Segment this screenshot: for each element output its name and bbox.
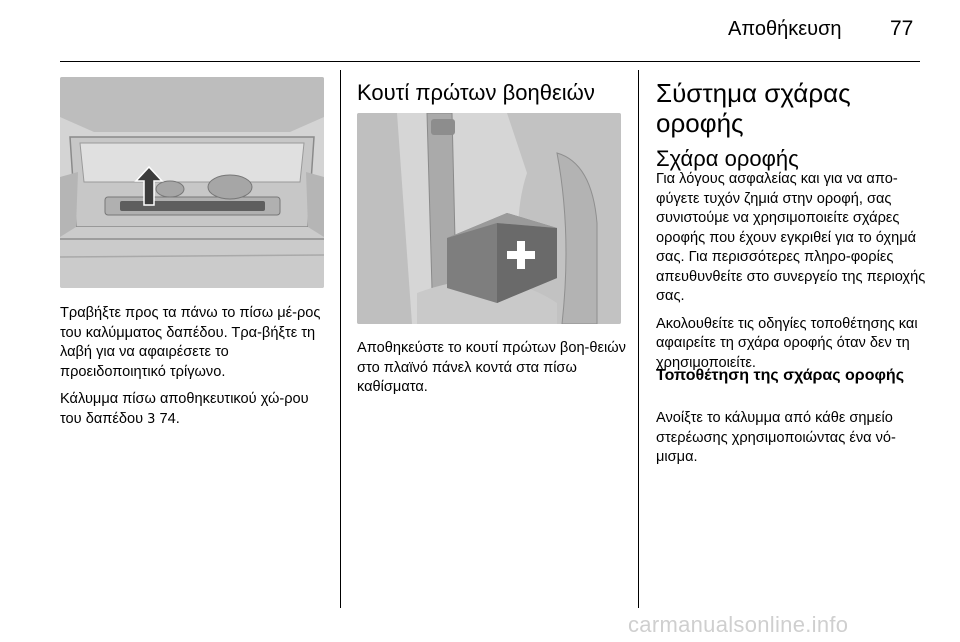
floor-cover-reference <box>60 390 330 429</box>
roof-rack-subheading: Σχάρα οροφής <box>656 146 799 171</box>
trunk-illustration <box>60 77 324 288</box>
first-aid-instructions: Αποθηκεύστε το κουτί πρώτων βοη-θειών στο πλαϊνό πάνελ κοντά στα πίσω καθίσματα. <box>357 340 626 395</box>
watermark: carmanualsonline.info <box>628 612 849 637</box>
first-aid-illustration <box>357 113 621 324</box>
page-number: 77 <box>890 17 914 40</box>
roof-rack-mounting-heading: Τοποθέτηση της σχάρας οροφής <box>656 367 905 384</box>
header-rule <box>60 61 920 62</box>
first-aid-figure <box>357 113 621 324</box>
roof-rack-safety-text: Για λόγους ασφαλείας και για να απο-φύγετε τυχόν ζημιά στην οροφή, σας συνιστούμε να χρησιμοποιείτε σχάρες οροφής που έχουν εγκριθεί για το όχημά σας. Για περισσότερες πληρο-φορίες απευθυνθείτε στο συνεργείο της περιοχής σας. <box>656 171 926 304</box>
page-reference-icon[interactable]: 3 <box>147 411 156 427</box>
section-title: Αποθήκευση <box>728 18 842 40</box>
roof-rack-install-text: Ακολουθείτε τις οδηγίες τοποθέτησης και αφαιρείτε τη σχάρα οροφής όταν δεν τη χρησιμοποιείτε. <box>656 315 918 371</box>
roof-rack-mounting-text: Ανοίξτε το κάλυμμα από κάθε σημείο στερέωσης χρησιμοποιώντας ένα νό-μισμα. <box>656 410 896 465</box>
roof-rack-system-heading: Σύστημα σχάρας οροφής <box>656 78 851 138</box>
trunk-figure <box>60 77 324 288</box>
first-aid-heading: Κουτί πρώτων βοηθειών <box>357 80 595 105</box>
floor-cover-reference-text: Κάλυμμα πίσω αποθηκευτικού χώ-ρου του δαπέδου <box>60 391 309 427</box>
trunk-instructions: Τραβήξτε προς τα πάνω το πίσω μέ-ρος του καλύμματος δαπέδου. Τρα-βήξτε τη λαβή για να αφαιρέσετε το προειδοποιητικό τρίγωνο. <box>60 305 321 380</box>
column-divider-1 <box>340 70 341 608</box>
column-divider-2 <box>638 70 639 608</box>
page-reference-number[interactable]: 74. <box>159 410 180 427</box>
